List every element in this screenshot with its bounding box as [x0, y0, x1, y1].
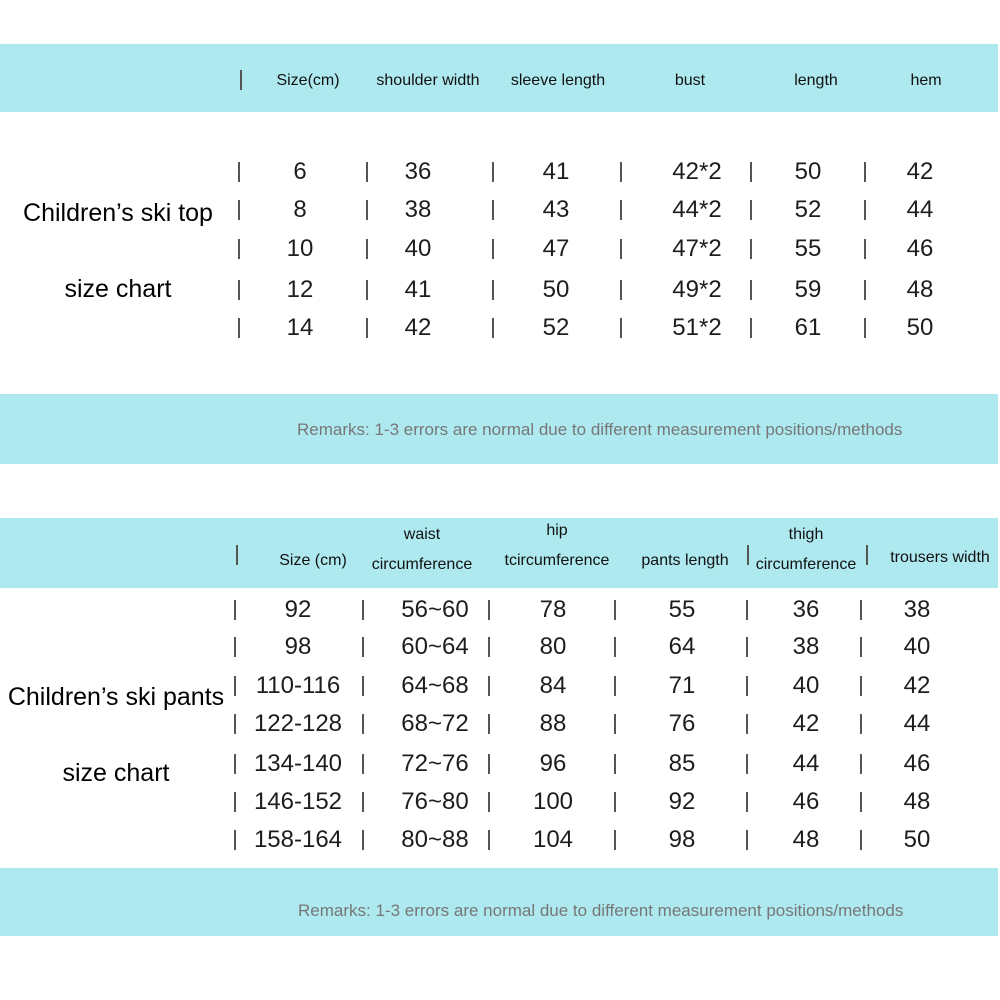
pants-row-divider	[614, 830, 616, 850]
top-row-divider	[492, 318, 494, 338]
pants-header-thigh-line1: thigh	[788, 526, 824, 543]
pants-row-divider	[362, 637, 364, 657]
pants-cell: 42	[792, 710, 820, 737]
top-cell: 41	[542, 158, 570, 185]
pants-cell: 44	[903, 710, 931, 737]
pants-header-divider-2	[747, 545, 749, 565]
top-cell: 46	[906, 235, 934, 262]
pants-row-divider	[362, 600, 364, 620]
pants-header-pants-length	[630, 552, 740, 570]
pants-row-divider	[234, 792, 236, 812]
pants-cell: 84	[539, 672, 567, 699]
pants-cell: 38	[792, 633, 820, 660]
top-cell: 36	[404, 158, 432, 185]
pants-header-thigh	[750, 520, 862, 580]
top-row-divider	[620, 318, 622, 338]
top-cell: 6	[293, 158, 307, 185]
pants-header-waist-line2: circumference	[371, 556, 473, 573]
pants-header-thigh-line2: circumference	[755, 556, 857, 573]
top-cell: 44	[906, 196, 934, 223]
pants-row-divider	[362, 676, 364, 696]
top-cell: 10	[286, 235, 314, 262]
top-header-divider	[240, 70, 242, 90]
pants-cell: 92	[284, 596, 312, 623]
top-row-divider	[620, 162, 622, 182]
top-cell: 55	[794, 235, 822, 262]
pants-header-divider-3	[866, 545, 868, 565]
pants-row-divider	[234, 600, 236, 620]
pants-cell: 64~68	[401, 672, 469, 699]
pants-header-hip-line1: hip	[546, 522, 568, 539]
pants-cell: 44	[792, 750, 820, 777]
top-row-divider	[620, 280, 622, 300]
pants-header-size-text: Size (cm)	[279, 552, 347, 569]
pants-cell: 98	[668, 826, 696, 853]
top-cell: 42*2	[672, 158, 722, 185]
pants-cell: 80	[539, 633, 567, 660]
top-cell: 44*2	[672, 196, 722, 223]
top-row-divider	[620, 239, 622, 259]
pants-remark: Remarks: 1-3 errors are normal due to different measurement positions/methods	[298, 901, 904, 920]
pants-cell: 48	[903, 788, 931, 815]
pants-cell: 64	[668, 633, 696, 660]
pants-row-divider	[234, 754, 236, 774]
pants-cell: 68~72	[401, 710, 469, 737]
pants-cell: 50	[903, 826, 931, 853]
top-cell: 52	[794, 196, 822, 223]
top-cell: 50	[906, 314, 934, 341]
pants-chart-title-line2: size chart	[62, 759, 170, 787]
pants-cell: 46	[792, 788, 820, 815]
top-header-sleeve-length: sleeve length	[510, 72, 606, 89]
top-cell: 42	[404, 314, 432, 341]
pants-cell: 42	[903, 672, 931, 699]
top-cell: 50	[542, 276, 570, 303]
pants-row-divider	[614, 637, 616, 657]
top-cell: 47*2	[672, 235, 722, 262]
pants-row-divider	[362, 830, 364, 850]
pants-row-divider	[614, 792, 616, 812]
top-cell: 50	[794, 158, 822, 185]
top-header-size: Size(cm)	[276, 72, 340, 89]
top-chart-title-line1: Children’s ski top	[23, 199, 213, 227]
pants-row-divider	[234, 676, 236, 696]
pants-row-divider	[362, 754, 364, 774]
top-header-length: length	[794, 72, 838, 89]
pants-cell: 96	[539, 750, 567, 777]
pants-row-divider	[614, 754, 616, 774]
pants-cell: 92	[668, 788, 696, 815]
top-cell: 52	[542, 314, 570, 341]
pants-cell: 100	[532, 788, 574, 815]
top-row-divider	[620, 200, 622, 220]
top-row-divider	[492, 200, 494, 220]
pants-cell: 85	[668, 750, 696, 777]
top-cell: 8	[293, 196, 307, 223]
pants-cell: 60~64	[401, 633, 469, 660]
pants-header-hip	[494, 516, 620, 576]
top-cell: 47	[542, 235, 570, 262]
pants-header-pants-length-text: pants length	[641, 552, 729, 569]
top-remark: Remarks: 1-3 errors are normal due to different measurement positions/methods	[297, 420, 903, 439]
top-row-divider	[492, 239, 494, 259]
pants-chart-title-line1: Children’s ski pants	[7, 683, 225, 711]
pants-header-size	[263, 552, 363, 570]
pants-header-hip-line2: tcircumference	[504, 552, 610, 569]
pants-cell: 80~88	[401, 826, 469, 853]
pants-row-divider	[234, 714, 236, 734]
top-cell: 43	[542, 196, 570, 223]
pants-cell: 55	[668, 596, 696, 623]
pants-cell: 38	[903, 596, 931, 623]
pants-row-divider	[614, 600, 616, 620]
pants-cell: 146-152	[253, 788, 343, 815]
pants-cell: 40	[792, 672, 820, 699]
top-cell: 38	[404, 196, 432, 223]
top-row-divider	[492, 162, 494, 182]
top-cell: 59	[794, 276, 822, 303]
top-cell: 48	[906, 276, 934, 303]
pants-cell: 158-164	[253, 826, 343, 853]
pants-row-divider	[362, 792, 364, 812]
pants-cell: 76	[668, 710, 696, 737]
pants-row-divider	[234, 637, 236, 657]
top-cell: 14	[286, 314, 314, 341]
pants-header-waist	[366, 520, 478, 580]
pants-cell: 76~80	[401, 788, 469, 815]
top-header-bust: bust	[674, 72, 706, 89]
pants-row-divider	[362, 714, 364, 734]
pants-cell: 56~60	[401, 596, 469, 623]
pants-header-divider-1	[236, 545, 238, 565]
pants-cell: 110-116	[255, 672, 341, 699]
top-cell: 51*2	[672, 314, 722, 341]
pants-header-waist-line1: waist	[403, 526, 441, 543]
top-cell: 41	[404, 276, 432, 303]
pants-cell: 72~76	[401, 750, 469, 777]
pants-cell: 104	[532, 826, 574, 853]
top-cell: 40	[404, 235, 432, 262]
top-cell: 12	[286, 276, 314, 303]
pants-header-trousers-width-text: trousers width	[890, 549, 990, 566]
top-row-divider	[492, 280, 494, 300]
pants-cell: 78	[539, 596, 567, 623]
pants-cell: 122-128	[253, 710, 343, 737]
pants-cell: 40	[903, 633, 931, 660]
pants-cell: 71	[668, 672, 696, 699]
top-header-shoulder-width: shoulder width	[376, 72, 480, 89]
top-cell: 61	[794, 314, 822, 341]
top-header-hem: hem	[910, 72, 942, 89]
pants-row-divider	[614, 714, 616, 734]
pants-cell: 88	[539, 710, 567, 737]
pants-row-divider	[614, 676, 616, 696]
pants-cell: 98	[284, 633, 312, 660]
top-cell: 42	[906, 158, 934, 185]
pants-cell: 46	[903, 750, 931, 777]
top-chart-title-line2: size chart	[64, 275, 172, 303]
pants-cell: 36	[792, 596, 820, 623]
top-cell: 49*2	[672, 276, 722, 303]
pants-row-divider	[234, 830, 236, 850]
pants-cell: 48	[792, 826, 820, 853]
pants-header-trousers-width	[884, 549, 996, 567]
pants-cell: 134-140	[253, 750, 343, 777]
